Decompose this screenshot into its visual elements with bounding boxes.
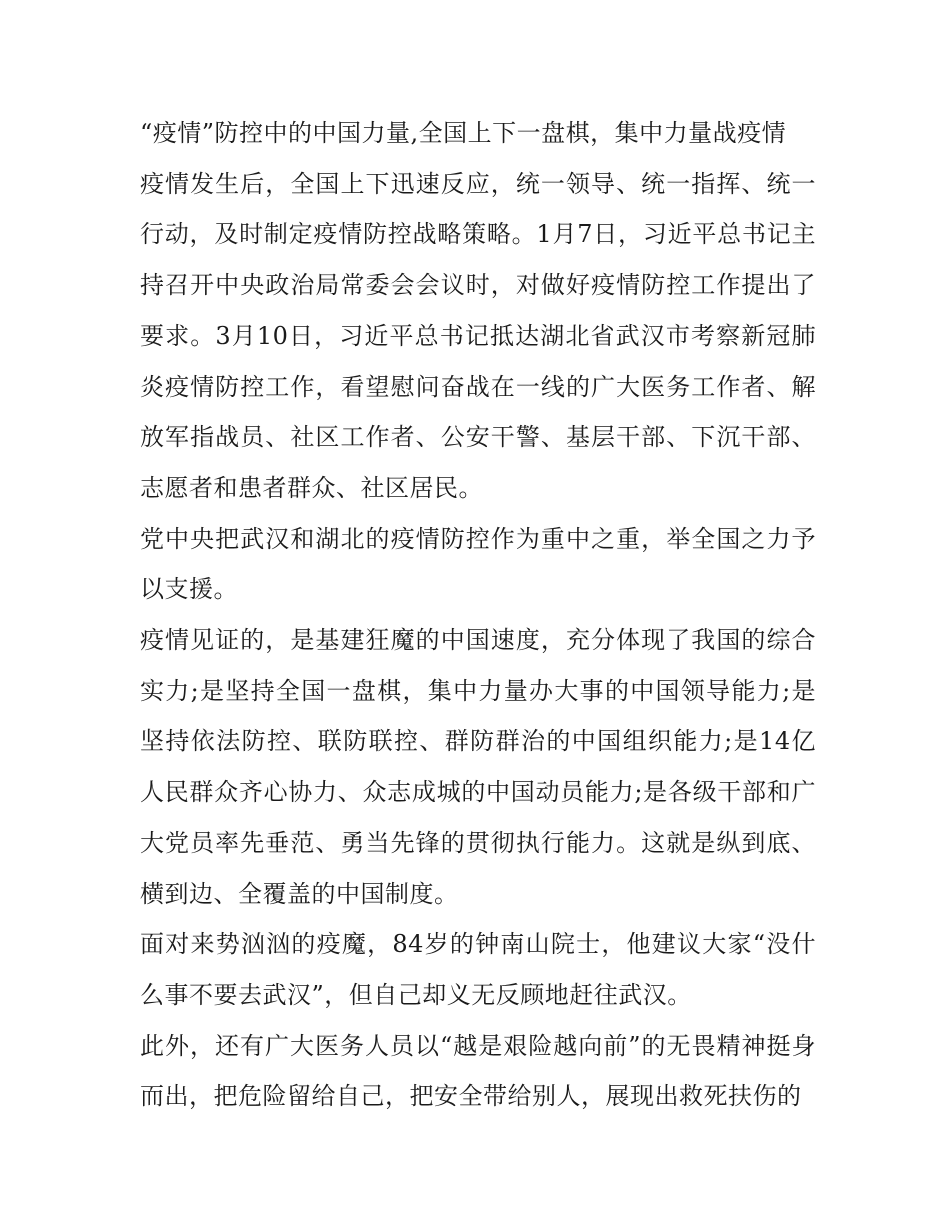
paragraph-support: 党中央把武汉和湖北的疫情防控作为重中之重，举全国之力予以支援。 <box>140 524 816 604</box>
paragraph-heading: “疫情”防控中的中国力量,全国上下一盘棋，集中力量战疫情 <box>140 119 787 147</box>
paragraph-medical-staff: 此外，还有广大医务人员以“越是艰险越向前”的无畏精神挺身而出，把危险留给自己，把安全带给别人，展现出救死扶伤的 <box>140 1031 816 1111</box>
paragraph-zhong-nanshan: 面对来势汹汹的疫魔，84岁的钟南山院士，他建议大家“没什么事不要去武汉”，但自己却义无反顾地赶往武汉。 <box>140 930 816 1009</box>
document-body <box>140 108 816 1122</box>
paragraph-witness: 疫情见证的，是基建狂魔的中国速度，充分体现了我国的综合实力;是坚持全国一盘棋，集中力量办大事的中国领导能力;是坚持依法防控、联防联控、群防群治的中国组织能力;是14亿人民群众齐心协力、众志成城的中国动员能力;是各级干部和广大党员率先垂范、勇当先锋的贯彻执行能力。这就是纵到底、横到边、全覆盖的中国制度。 <box>140 626 816 908</box>
paragraph-response: 疫情发生后，全国上下迅速反应，统一领导、统一指挥、统一行动，及时制定疫情防控战略策略。1月7日，习近平总书记主持召开中央政治局常委会会议时，对做好疫情防控工作提出了要求。3月10日，习近平总书记抵达湖北省武汉市考察新冠肺炎疫情防控工作，看望慰问奋战在一线的广大医务工作者、解放军指战员、社区工作者、公安干警、基层干部、下沉干部、志愿者和患者群众、社区居民。 <box>140 169 816 502</box>
